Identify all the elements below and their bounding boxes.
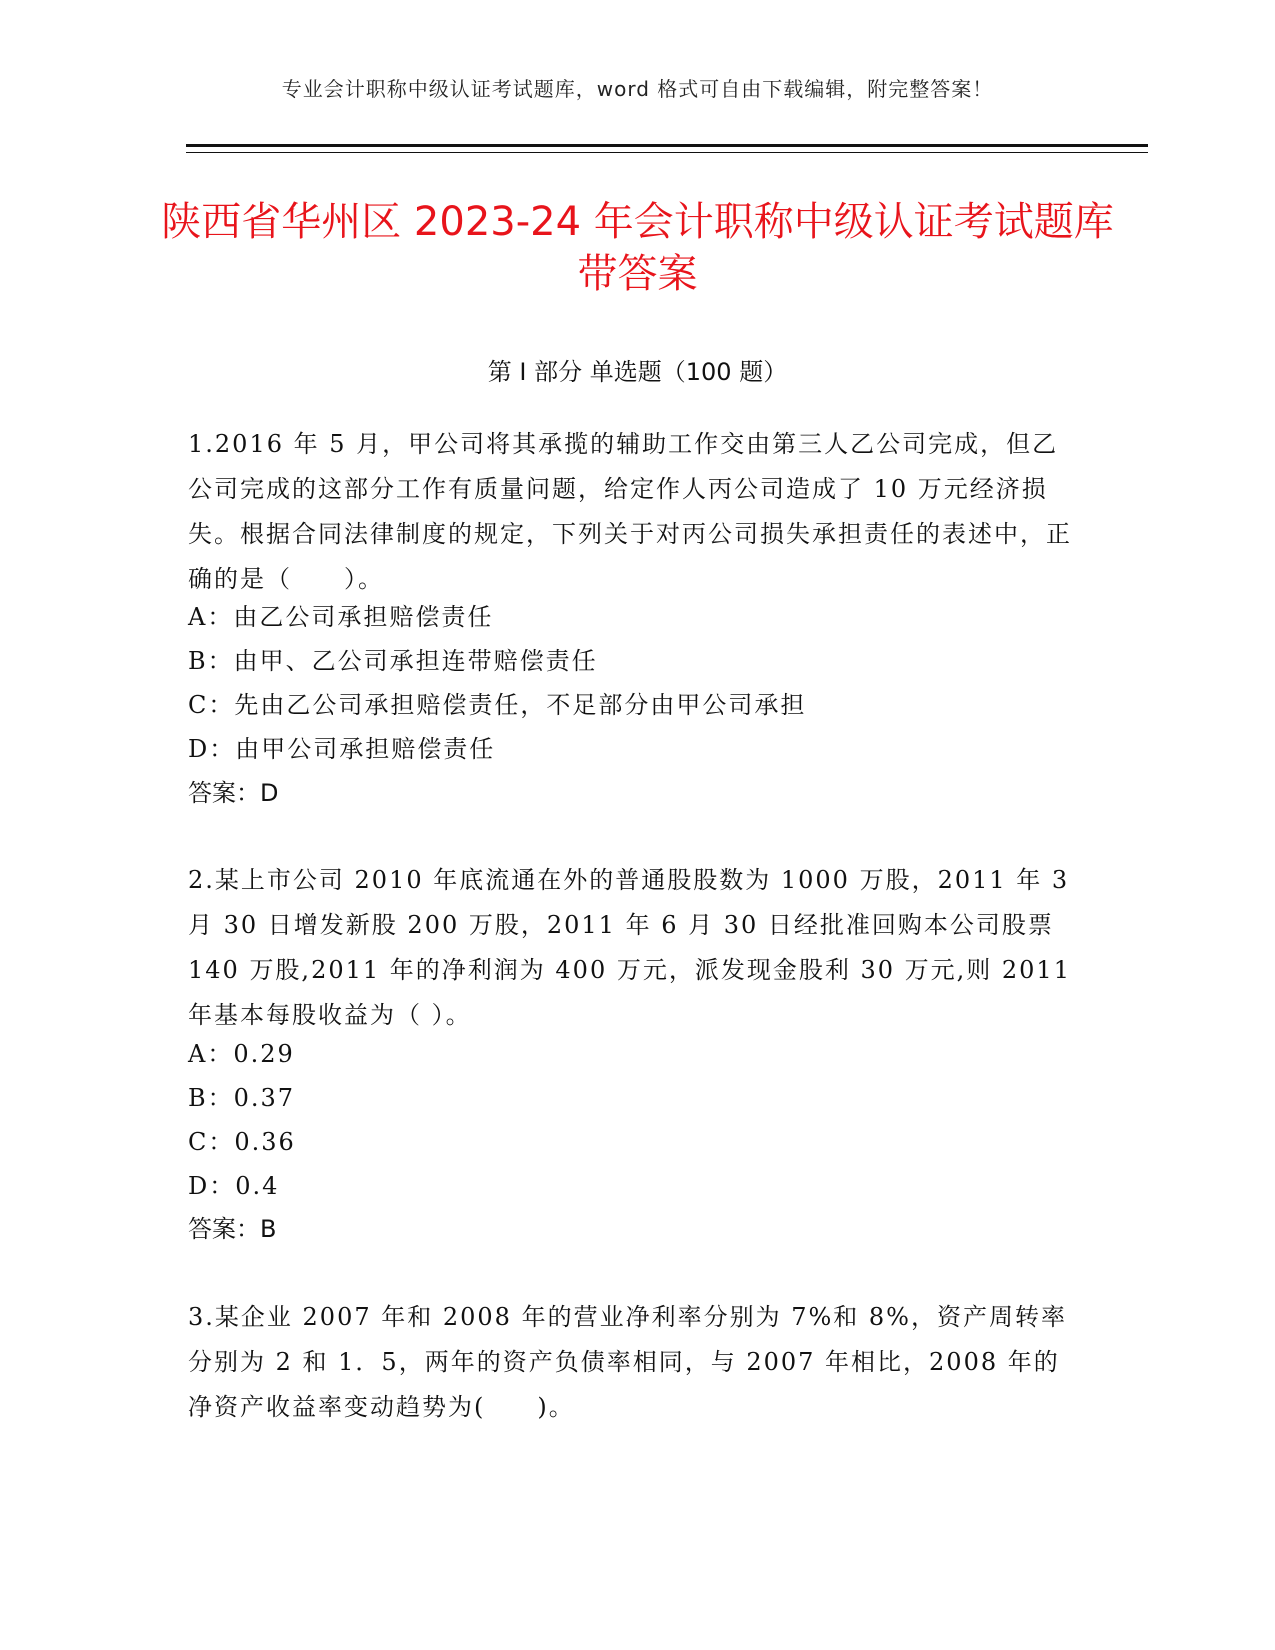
question-2-option-a: A：0.29 [188, 1040, 295, 1068]
document-title: 陕西省华州区 2023-24 年会计职称中级认证考试题库带答案 [161, 199, 1114, 297]
question-1-option-d: D：由甲公司承担赔偿责任 [188, 735, 496, 763]
header-divider-thick [186, 144, 1148, 147]
question-2-stem: 2.某上市公司 2010 年底流通在外的普通股股数为 1000 万股，2011 年 3 月 30 日增发新股 200 万股，2011 年 6 月 30 日经批准回购本公司股票 140 万股,2011 年的净利润为 400 万元，派发现金股利 30 万元,则 2011 年基本每股收益为（ ）。 [188, 866, 1071, 1029]
question-2-option-b: B：0.37 [188, 1084, 296, 1112]
question-3-stem: 3.某企业 2007 年和 2008 年的营业净利率分别为 7%和 8%，资产周转率分别为 2 和 1．5，两年的资产负债率相同，与 2007 年相比，2008 年的净资产收益率变动趋势为( )。 [188, 1303, 1067, 1421]
question-2-option-c: C：0.36 [188, 1128, 296, 1156]
question-2-option-d: D：0.4 [188, 1172, 280, 1200]
header-note: 专业会计职称中级认证考试题库，word 格式可自由下载编辑，附完整答案！ [281, 77, 994, 101]
section-heading: 第 I 部分 单选题（100 题） [487, 358, 788, 386]
header-divider-thin [186, 152, 1148, 153]
question-2-answer: 答案：B [188, 1215, 277, 1243]
question-1-option-c: C：先由乙公司承担赔偿责任，不足部分由甲公司承担 [188, 691, 807, 719]
question-1-stem: 1.2016 年 5 月，甲公司将其承揽的辅助工作交由第三人乙公司完成，但乙公司完成的这部分工作有质量问题，给定作人丙公司造成了 10 万元经济损失。根据合同法律制度的规定，下列关于对丙公司损失承担责任的表述中，正确的是（ ）。 [188, 430, 1072, 593]
question-1-option-a: A：由乙公司承担赔偿责任 [188, 603, 494, 631]
question-1-answer: 答案：D [188, 779, 279, 807]
question-1-option-b: B：由甲、乙公司承担连带赔偿责任 [188, 647, 598, 675]
